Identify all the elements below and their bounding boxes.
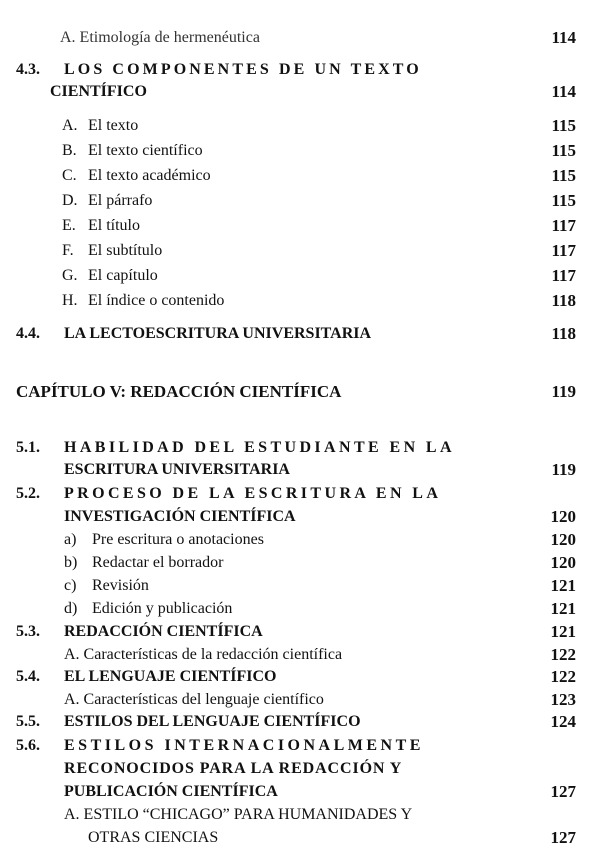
item-letter: d) <box>64 600 78 617</box>
section-page: 124 <box>550 712 576 731</box>
section-number: 5.6. <box>16 737 40 754</box>
item-text: El párrafo <box>88 192 153 209</box>
item-letter: D. <box>62 192 78 209</box>
section-number: 4.3. <box>16 61 40 78</box>
item-page: 117 <box>551 241 576 260</box>
item-page: 120 <box>550 553 576 572</box>
section-title-line3: PUBLICACIÓN CIENTÍFICA <box>64 783 278 800</box>
section-title: REDACCIÓN CIENTÍFICA <box>64 623 263 640</box>
section-title-line2: RECONOCIDOS PARA LA REDACCIÓN Y <box>64 760 403 777</box>
section-number: 5.3. <box>16 623 40 640</box>
section-number: 5.4. <box>16 668 40 685</box>
item-text-line2: OTRAS CIENCIAS <box>88 829 219 846</box>
item-text: El capítulo <box>88 267 158 284</box>
item-page: 115 <box>551 191 576 210</box>
item-text: A. Características del lenguaje científico <box>64 691 324 708</box>
item-page: 123 <box>550 690 576 709</box>
item-page: 127 <box>550 828 576 847</box>
item-page: 122 <box>550 645 576 664</box>
section-number: 5.5. <box>16 713 40 730</box>
item-page: 115 <box>551 141 576 160</box>
item-letter: H. <box>62 292 78 309</box>
section-title-line1: LOS COMPONENTES DE UN TEXTO <box>64 61 422 78</box>
toc-entry-page: 114 <box>551 28 576 47</box>
item-text: Edición y publicación <box>92 600 233 617</box>
section-page: 120 <box>550 507 576 526</box>
item-page: 115 <box>551 116 576 135</box>
section-title-line2: CIENTÍFICO <box>50 83 147 100</box>
item-letter: G. <box>62 267 78 284</box>
item-page: 115 <box>551 166 576 185</box>
section-title: EL LENGUAJE CIENTÍFICO <box>64 668 277 685</box>
item-letter: c) <box>64 577 77 594</box>
item-page: 117 <box>551 266 576 285</box>
chapter-title: CAPÍTULO V: REDACCIÓN CIENTÍFICA <box>16 382 342 401</box>
item-page: 117 <box>551 216 576 235</box>
item-text: Revisión <box>92 577 149 594</box>
section-title: ESTILOS DEL LENGUAJE CIENTÍFICO <box>64 713 361 730</box>
section-page: 121 <box>550 622 576 641</box>
section-title-line1: ESTILOS INTERNACIONALMENTE <box>64 737 424 754</box>
item-page: 118 <box>551 291 576 310</box>
item-letter: C. <box>62 167 77 184</box>
item-page: 121 <box>550 576 576 595</box>
section-title-line1: HABILIDAD DEL ESTUDIANTE EN LA <box>64 439 455 456</box>
item-letter: F. <box>62 242 74 259</box>
section-page: 118 <box>551 324 576 343</box>
section-title-line2: INVESTIGACIÓN CIENTÍFICA <box>64 508 296 525</box>
section-page: 119 <box>551 460 576 479</box>
item-text: Pre escritura o anotaciones <box>92 531 264 548</box>
section-number: 5.2. <box>16 485 40 502</box>
section-number: 5.1. <box>16 439 40 456</box>
section-title-line2: ESCRITURA UNIVERSITARIA <box>64 461 290 478</box>
item-text: Redactar el borrador <box>92 554 224 571</box>
item-text: El texto académico <box>88 167 211 184</box>
item-text: El índice o contenido <box>88 292 225 309</box>
section-number: 4.4. <box>16 325 40 342</box>
item-letter: B. <box>62 142 77 159</box>
section-title-line1: PROCESO DE LA ESCRITURA EN LA <box>64 485 442 502</box>
item-letter: A. <box>62 117 78 134</box>
toc-entry-text: A. Etimología de hermenéutica <box>60 29 260 46</box>
item-text: El título <box>88 217 140 234</box>
item-text-line1: A. ESTILO “CHICAGO” PARA HUMANIDADES Y <box>64 806 413 823</box>
item-text: El texto científico <box>88 142 203 159</box>
section-page: 122 <box>550 667 576 686</box>
item-text: El subtítulo <box>88 242 163 259</box>
item-page: 121 <box>550 599 576 618</box>
item-page: 120 <box>550 530 576 549</box>
section-page: 114 <box>551 82 576 101</box>
item-letter: E. <box>62 217 76 234</box>
section-title: LA LECTOESCRITURA UNIVERSITARIA <box>64 325 372 342</box>
item-text: A. Características de la redacción científica <box>64 646 343 663</box>
item-letter: a) <box>64 531 77 548</box>
chapter-page: 119 <box>551 382 576 401</box>
item-text: El texto <box>88 117 139 134</box>
item-letter: b) <box>64 554 78 571</box>
section-page: 127 <box>550 782 576 801</box>
